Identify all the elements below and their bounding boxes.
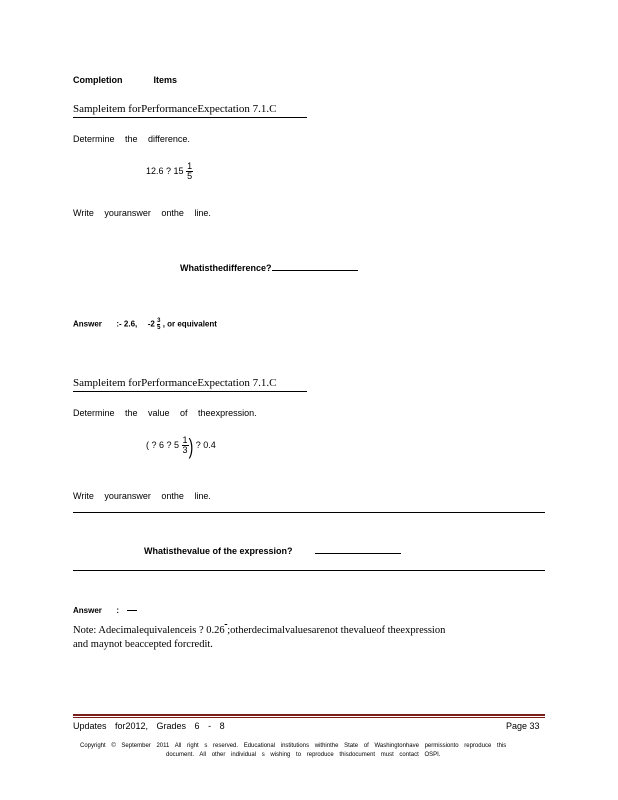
item2-close-paren: ) — [188, 432, 194, 459]
item1-heading: Sampleitem forPerformanceExpectation 7.1.C — [73, 103, 277, 115]
footer-copyright-line2: document. All other individual s wishing to reproduce thisdocument must contact OSPI. — [166, 752, 441, 758]
item1-answer-mid: -2 — [147, 319, 155, 329]
item1-question-text: Whatisthedifference? — [180, 263, 272, 273]
item2-answer-blank[interactable] — [315, 544, 401, 554]
item2-question-text: Whatisthevalue of the expression? — [144, 546, 293, 556]
footer-page-number: Page 33 — [506, 721, 540, 731]
item2-expression — [146, 432, 216, 459]
item1-instruction: Determine the difference. — [73, 134, 190, 144]
item1-fraction — [186, 162, 193, 181]
item2-instruction: Determine the value of theexpression. — [73, 408, 257, 418]
item1-fraction-denominator: 5 — [187, 171, 193, 181]
item2-rule-top — [73, 512, 545, 513]
item2-answer-dash — [127, 610, 137, 611]
item2-note-line1: Note: Adecimalequivalenceis ? 0.26 — [73, 625, 225, 636]
item2-question — [144, 544, 401, 556]
footer-left: Updates for2012, Grades 6 - 8 — [73, 721, 225, 731]
item2-expression-right: ? 0.4 — [195, 439, 216, 450]
section-word-1: Completion — [73, 75, 123, 85]
item2-fraction — [182, 436, 189, 455]
item2-answer-text: : — [116, 606, 120, 615]
item1-question — [180, 261, 358, 273]
item2-write-instruction: Write youranswer onthe line. — [73, 491, 211, 501]
item2-rule-bottom — [73, 570, 545, 571]
item2-note-line1-end: ;otherdecimalvaluesarenot thevalueof theexpression — [227, 625, 446, 636]
section-header — [73, 75, 177, 85]
item1-answer-text: :- 2.6, — [116, 319, 138, 329]
item1-expression-left: 12.6 ? 15 — [146, 165, 184, 176]
item1-answer-fraction-numerator: 3 — [157, 318, 161, 324]
item2-note-line2: and maynot beaccepted forcredit. — [73, 639, 213, 650]
item1-write-instruction: Write youranswer onthe line. — [73, 208, 211, 218]
item1-expression — [146, 162, 193, 181]
item2-answer-label: Answer — [73, 606, 102, 615]
item2-note — [73, 625, 445, 636]
item2-heading: Sampleitem forPerformanceExpectation 7.1.C — [73, 377, 277, 389]
item2-heading-underline — [73, 391, 307, 392]
footer-rule-top — [73, 714, 545, 716]
section-word-2: Items — [153, 75, 178, 85]
item2-fraction-denominator: 3 — [182, 445, 188, 455]
item1-heading-underline — [73, 117, 307, 118]
item1-fraction-numerator: 1 — [187, 161, 193, 171]
item1-answer-fraction — [157, 318, 160, 331]
item2-answer — [73, 606, 137, 615]
item1-answer-fraction-denominator: 5 — [157, 325, 161, 331]
footer-rule-bottom — [73, 717, 545, 718]
item2-fraction-numerator: 1 — [182, 435, 188, 445]
item1-answer-end: , or equivalent — [162, 319, 217, 329]
item1-answer-label: Answer — [73, 319, 102, 329]
footer-copyright-line1: Copyright © September 2011 All right s reserved. Educational institutions withinthe State of Washingtonhave permissionto reproduce this — [80, 743, 507, 749]
item1-answer — [73, 318, 217, 331]
item1-answer-blank[interactable] — [272, 261, 358, 271]
item2-expression-left: ( ? 6 ? 5 — [146, 439, 180, 450]
